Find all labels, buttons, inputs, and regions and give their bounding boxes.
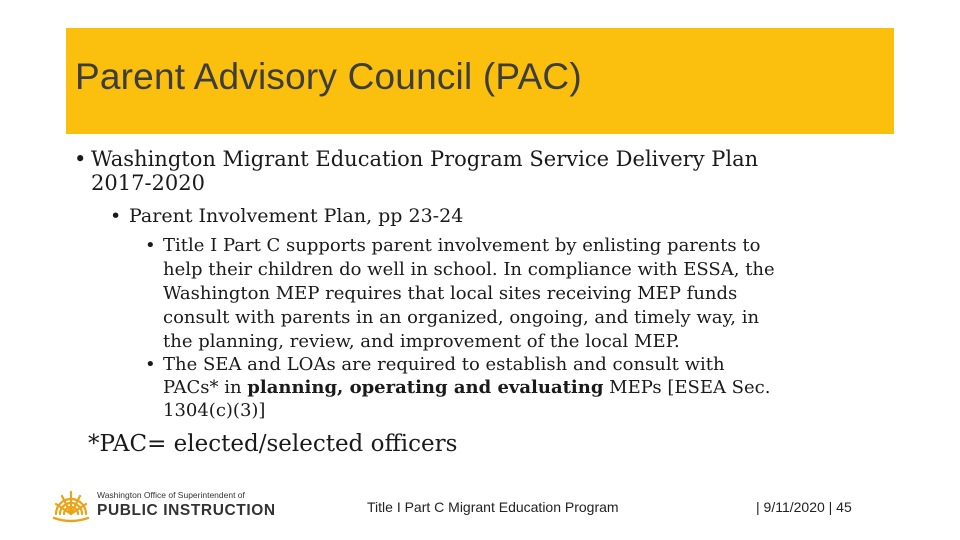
footer-date-page: | 9/11/2020 | 45: [756, 499, 852, 515]
bullet-level3a-line: consult with parents in an organized, ongoing, and timely way, in: [163, 307, 760, 328]
bullet-level3b-line3: 1304(c)(3)]: [163, 400, 266, 421]
line2-bold: planning, operating and evaluating: [247, 377, 604, 398]
bullet-level2-text: Parent Involvement Plan, pp 23-24: [129, 205, 464, 227]
line2-post: MEPs [ESEA Sec.: [603, 377, 771, 398]
footer-program: Title I Part C Migrant Education Program: [367, 499, 619, 515]
bullet-dot: •: [74, 147, 87, 171]
line2-pre: PACs* in: [163, 377, 248, 398]
bullet-level3a-line: help their children do well in school. In compliance with ESSA, the: [163, 259, 775, 280]
bullet-level3b-line2: [163, 376, 853, 399]
slide-title: Parent Advisory Council (PAC): [75, 56, 582, 97]
logo-subtitle: Washington Office of Superintendent of: [97, 490, 245, 500]
bullet-level3a-line: Title I Part C supports parent involvement by enlisting parents to: [163, 235, 761, 256]
pac-note: *PAC= elected/selected officers: [88, 431, 458, 457]
bullet-level3a-line: the planning, review, and improvement of the local MEP.: [163, 331, 680, 352]
bullet-dot: •: [110, 205, 122, 227]
bullet-level1-line2: 2017-2020: [91, 171, 205, 195]
sun-wheat-logo-icon: [50, 484, 92, 526]
ospi-logo: [50, 484, 276, 528]
title-bar: [66, 28, 894, 134]
logo-title: PUBLIC INSTRUCTION: [97, 502, 276, 519]
bullet-level3a-line: Washington MEP requires that local sites receiving MEP funds: [163, 283, 738, 304]
bullet-level3b-line1: The SEA and LOAs are required to establish and consult with: [163, 354, 725, 375]
bullet-level1-line1: Washington Migrant Education Program Service Delivery Plan: [91, 147, 759, 171]
bullet-dot: •: [145, 235, 156, 256]
bullet-dot: •: [145, 354, 156, 375]
